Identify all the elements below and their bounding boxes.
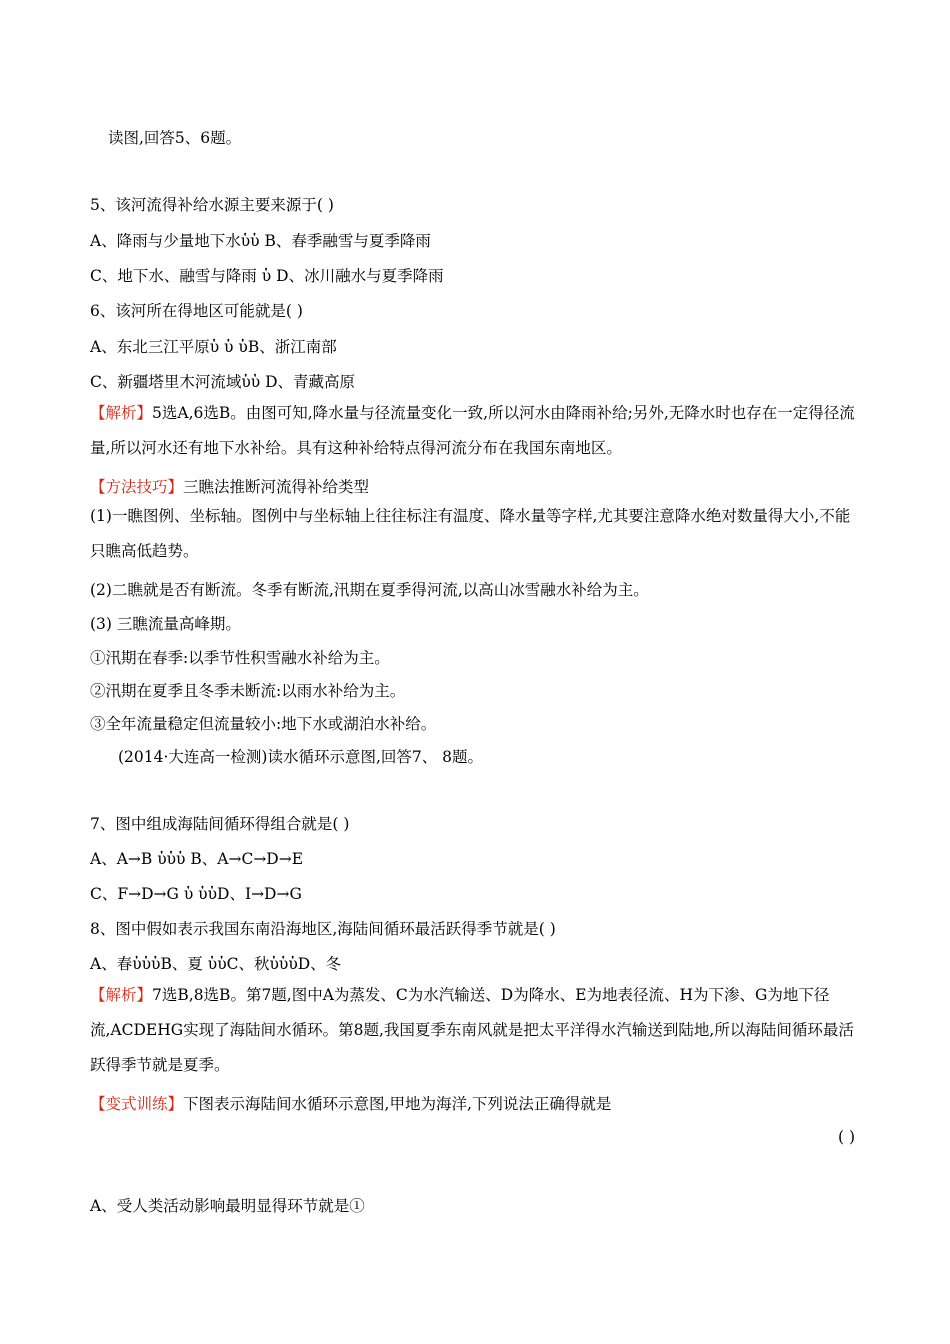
question-5-options-cd: C、地下水、融雪与降雨 ὑ D、冰川融水与夏季降雨 xyxy=(90,267,444,285)
analysis-text: 7选B,8选B。第7题,图中A为蒸发、C为水汽输送、D为降水、E为地表径流、H为下渗、G为地下径流,ACDEHG实现了海陆间水循环。第8题,我国夏季东南风就是把太平洋得水汽输送到陆地,所以海陆间循环最活跃得季节就是夏季。 xyxy=(90,986,854,1074)
intro-text: 读图,回答5、6题。 xyxy=(108,129,242,147)
method-tag: 【方法技巧】 xyxy=(90,478,184,496)
intro-text-2: (2014·大连高一检测)读水循环示意图,回答7、 8题。 xyxy=(118,748,484,766)
question-5-stem: 5、该河流得补给水源主要来源于( ) xyxy=(90,196,334,214)
question-7-options-ab: A、A→B ὑὑὑ B、A→C→D→E xyxy=(90,850,304,868)
analysis-tag: 【解析】 xyxy=(90,986,153,1004)
question-7-options-cd: C、F→D→G ὑ ὑὑD、I→D→G xyxy=(90,885,302,903)
analysis-text: 5选A,6选B。由图可知,降水量与径流量变化一致,所以河水由降雨补给;另外,无降水时也存在一定得径流量,所以河水还有地下水补给。具有这种补给特点得河流分布在我国东南地区。 xyxy=(90,404,855,457)
question-5-options-ab: A、降雨与少量地下水ὑὑ B、春季融雪与夏季降雨 xyxy=(90,232,431,250)
method-point-6: ③全年流量稳定但流量较小:地下水或湖泊水补给。 xyxy=(90,715,437,733)
variant-tag: 【变式训练】 xyxy=(90,1095,184,1113)
method-point-3: (3) 三瞧流量高峰期。 xyxy=(90,615,241,633)
variant-text: 下图表示海陆间水循环示意图,甲地为海洋,下列说法正确得就是 xyxy=(183,1095,612,1113)
question-6-options-ab: A、东北三江平原ὑ ὑ ὑB、浙江南部 xyxy=(90,338,337,356)
question-6-options-cd: C、新疆塔里木河流域ὑὑ D、青藏高原 xyxy=(90,373,356,391)
question-8-options: A、春ὑὑὑB、夏 ὑὑC、秋ὑὑὑD、冬 xyxy=(90,955,342,973)
analysis-2 xyxy=(90,978,860,1083)
method-point-4: ①汛期在春季:以季节性积雪融水补给为主。 xyxy=(90,649,390,667)
question-7-stem: 7、图中组成海陆间循环得组合就是( ) xyxy=(90,815,350,833)
method-heading xyxy=(90,475,369,497)
method-title: 三瞧法推断河流得补给类型 xyxy=(183,478,370,496)
question-6-stem: 6、该河所在得地区可能就是( ) xyxy=(90,302,303,320)
variant-training xyxy=(90,1092,611,1114)
analysis-1 xyxy=(90,396,860,466)
option-a: A、受人类活动影响最明显得环节就是① xyxy=(90,1197,365,1215)
analysis-tag: 【解析】 xyxy=(90,404,153,422)
method-point-5: ②汛期在夏季且冬季未断流:以雨水补给为主。 xyxy=(90,682,406,700)
method-point-1: (1)一瞧图例、坐标轴。图例中与坐标轴上往往标注有温度、降水量等字样,尤其要注意降水绝对数量得大小,不能只瞧高低趋势。 xyxy=(90,507,851,560)
method-point-2: (2)二瞧就是否有断流。冬季有断流,汛期在夏季得河流,以高山冰雪融水补给为主。 xyxy=(90,581,649,599)
answer-parentheses: ( ) xyxy=(837,1128,855,1146)
question-8-stem: 8、图中假如表示我国东南沿海地区,海陆间循环最活跃得季节就是( ) xyxy=(90,920,556,938)
